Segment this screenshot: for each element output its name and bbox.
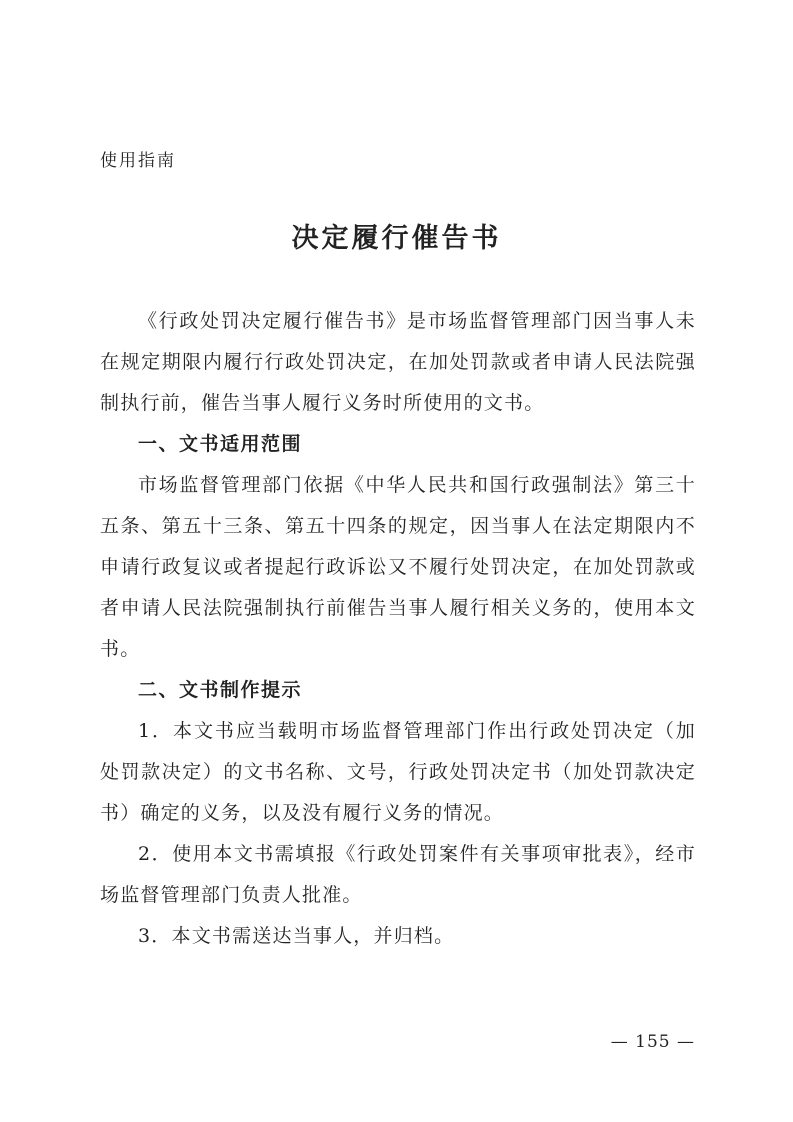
document-title: 决定履行催告书 xyxy=(291,223,502,254)
scope-paragraph: 市场监督管理部门依据《中华人民共和国行政强制法》第三十五条、第五十三条、第五十四条的规定，因当事人在法定期限内不申请行政复议或者提起行政诉讼又不履行处罚决定，在加处罚款或者申请人民法院强制执行前催告当事人履行相关义务的，使用本文书。 xyxy=(100,474,696,660)
document-body xyxy=(100,301,696,957)
tip-item: 1．本文书应当载明市场监督管理部门作出行政处罚决定（加处罚款决定）的文书名称、文号，行政处罚决定书（加处罚款决定书）确定的义务，以及没有履行义务的情况。 xyxy=(100,720,696,824)
intro-paragraph: 《行政处罚决定履行催告书》是市场监督管理部门因当事人未在规定期限内履行行政处罚决定，在加处罚款或者申请人民法院强制执行前，催告当事人履行义务时所使用的文书。 xyxy=(100,310,696,414)
tip-item: 2．使用本文书需填报《行政处罚案件有关事项审批表》，经市场监督管理部门负责人批准。 xyxy=(100,843,696,906)
guide-label: 使用指南 xyxy=(100,151,176,171)
tip-item: 3．本文书需送达当事人，并归档。 xyxy=(138,925,455,947)
section-heading-tips: 二、文书制作提示 xyxy=(138,679,303,701)
section-heading-scope: 一、文书适用范围 xyxy=(138,433,303,455)
page-number: — 155 — xyxy=(610,1032,695,1052)
